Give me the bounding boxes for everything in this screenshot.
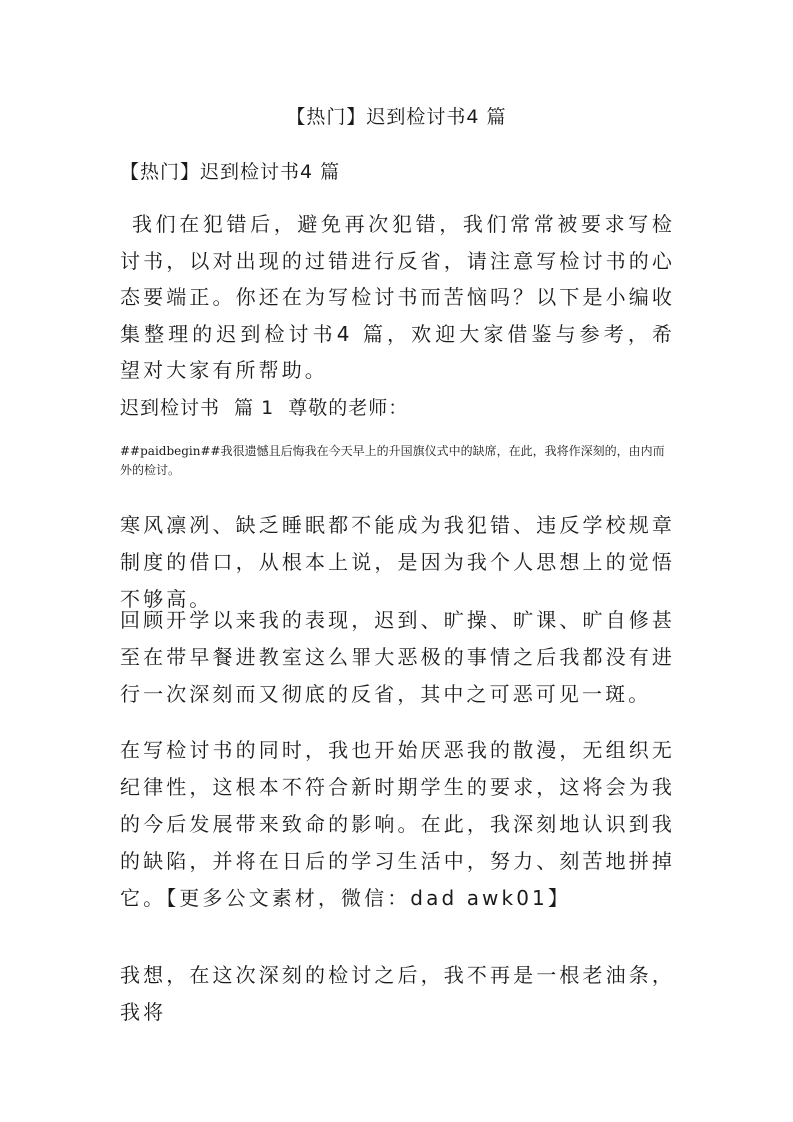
intro-paragraph: 我们在犯错后，避免再次犯错，我们常常被要求写检讨书，以对出现的过错进行反省，请注意写检讨书的心态要端正。你还在为写检讨书而苦恼吗？以下是小编收集整理的迟到检讨书4 篇，欢迎大家借鉴与参考，希望对大家有所帮助。 <box>120 212 675 382</box>
document-subtitle: 【热门】迟到检讨书4 篇 <box>120 161 341 183</box>
body-paragraph: 寒风凛冽、缺乏睡眠都不能成为我犯错、违反学校规章制度的借口，从根本上说，是因为我个人思想上的觉悟不够高。 <box>120 513 675 611</box>
body-paragraph: 我想，在这次深刻的检讨之后，我不再是一根老油条，我将 <box>120 963 675 1024</box>
document-title: 【热门】迟到检讨书4 篇 <box>286 106 507 128</box>
body-paragraph: 回顾开学以来我的表现，迟到、旷操、旷课、旷自修甚至在带早餐进教室这么罪大恶极的事情之后我都没有进行一次深刻而又彻底的反省，其中之可恶可见一斑。 <box>120 608 675 706</box>
section-heading: 迟到检讨书 篇 1 尊敬的老师： <box>120 397 409 419</box>
paid-marker-paragraph: ##paidbegin##我很遗憾且后悔我在今天早上的升国旗仪式中的缺席，在此，我将作深刻的，由内而外的检讨。 <box>120 444 665 477</box>
body-paragraph: 在写检讨书的同时，我也开始厌恶我的散漫，无组织无纪律性，这根本不符合新时期学生的要求，这将会为我的今后发展带来致命的影响。在此，我深刻地认识到我的缺陷，并将在日后的学习生活中，努力、刻苦地拼掉它。【更多公文素材，微信：dad awk01】 <box>120 738 675 910</box>
